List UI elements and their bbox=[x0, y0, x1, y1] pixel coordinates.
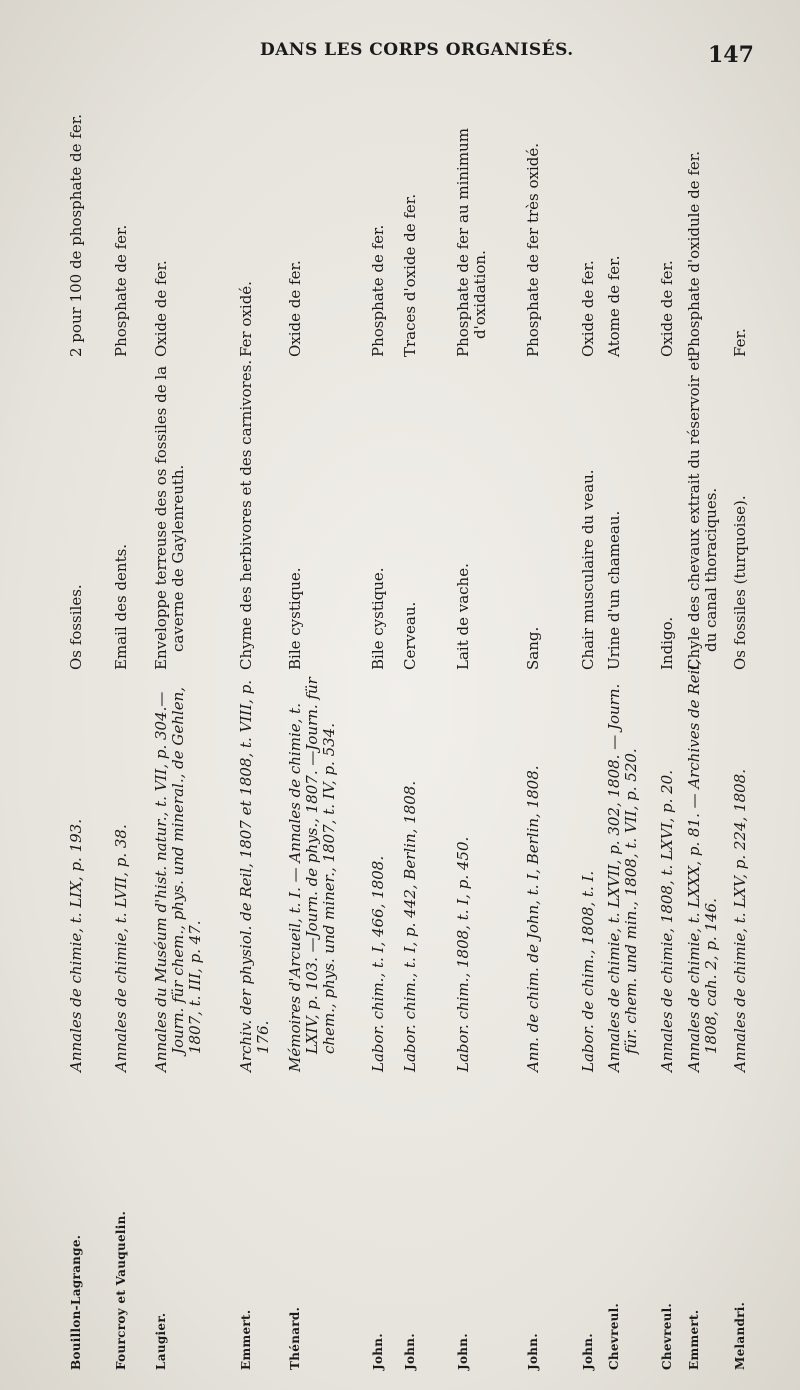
author-cell: Laugier. bbox=[154, 1312, 168, 1370]
material-cell: Os fossiles. bbox=[67, 584, 85, 670]
result-cell: Phosphate de fer. bbox=[369, 224, 387, 357]
author-cell: Emmert. bbox=[687, 1309, 701, 1370]
reference-cell: Mémoires d'Arcueil, t. I. — Annales de chimie, t. LXIV, p. 103. —Journ. de phys., 1807. —Journ. für chem., phys. und miner., 1807, t. IV, p. 534. bbox=[286, 677, 338, 1072]
material-cell: Email des dents. bbox=[112, 543, 130, 670]
author-cell: John. bbox=[526, 1333, 540, 1370]
material-cell: Lait de vache. bbox=[454, 563, 472, 670]
material-cell: Chyme des herbivores et des carnivores. bbox=[237, 359, 255, 670]
reference-cell: Annales de chimie, t. LXVII, p. 302, 1808. — Journ. für. chem. und min., 1808, t. VII, p. 520. bbox=[605, 683, 640, 1072]
author-cell: John. bbox=[456, 1333, 470, 1370]
reference-cell: Ann. de chim. de John, t. I, Berlin, 1808. bbox=[524, 765, 542, 1072]
author-cell: Thénard. bbox=[288, 1306, 302, 1370]
result-cell: Phosphate de fer au minimum d'oxidation. bbox=[454, 128, 489, 357]
reference-cell: Annales de chimie, t. LIX, p. 193. bbox=[67, 819, 85, 1072]
reference-cell: Labor. chim., t. I, 466, 1808. bbox=[369, 855, 387, 1072]
running-header: DANS LES CORPS ORGANISÉS. bbox=[260, 40, 574, 60]
material-cell: Sang. bbox=[524, 626, 542, 670]
reference-cell: Annales de chimie, t. LVII, p. 38. bbox=[112, 824, 130, 1072]
result-cell: Fer oxidé. bbox=[237, 281, 255, 357]
author-cell: Chevreul. bbox=[607, 1302, 621, 1370]
result-cell: Oxide de fer. bbox=[579, 260, 597, 357]
author-cell: Chevreul. bbox=[660, 1302, 674, 1370]
page-number: 147 bbox=[708, 42, 754, 68]
result-cell: Phosphate de fer. bbox=[112, 224, 130, 357]
reference-cell: Archiv. der physiol. de Reil, 1807 et 1808, t. VIII, p. 176. bbox=[237, 679, 272, 1072]
author-cell: Emmert. bbox=[239, 1309, 253, 1370]
author-cell: John. bbox=[581, 1333, 595, 1370]
material-cell: Urine d'un chameau. bbox=[605, 510, 623, 670]
result-cell: Oxide de fer. bbox=[152, 260, 170, 357]
reference-cell: Annales de chimie, 1808, t. LXVI, p. 20. bbox=[658, 770, 676, 1072]
reference-cell: Labor. chim., 1808, t. I, p. 450. bbox=[454, 836, 472, 1072]
reference-cell: Annales de chimie, t. LXV, p. 224, 1808. bbox=[731, 769, 749, 1072]
rotated-table bbox=[50, 70, 770, 1370]
result-cell: Traces d'oxide de fer. bbox=[401, 193, 419, 357]
result-cell: 2 pour 100 de phosphate de fer. bbox=[67, 113, 85, 357]
material-cell: Bile cystique. bbox=[286, 567, 304, 670]
material-cell: Chair musculaire du veau. bbox=[579, 469, 597, 670]
reference-cell: Annales du Muséum d'hist. natur., t. VII, p. 304.— Journ. für chem., phys. und mineral., de Gehlen, 1807, t. III, p. 47. bbox=[152, 687, 204, 1072]
material-cell: Chyle des chevaux extrait du réservoir et du canal thoraciques. bbox=[685, 355, 720, 670]
result-cell: Atome de fer. bbox=[605, 255, 623, 357]
reference-cell: Labor. chim., t. I, p. 442, Berlin, 1808. bbox=[401, 780, 419, 1072]
result-cell: Phosphate d'oxidule de fer. bbox=[685, 150, 703, 357]
material-cell: Enveloppe terreuse des os fossiles de la caverne de Gaylenreuth. bbox=[152, 365, 187, 670]
reference-cell: Annales de chimie, t. LXXX, p. 81. — Archives de Reil, 1808, cah. 2, p. 146. bbox=[685, 660, 720, 1072]
result-cell: Oxide de fer. bbox=[286, 260, 304, 357]
author-cell: John. bbox=[403, 1333, 417, 1370]
author-cell: Melandri. bbox=[733, 1301, 747, 1370]
reference-cell: Labor. de chim., 1808, t. I. bbox=[579, 870, 597, 1072]
material-cell: Indigo. bbox=[658, 616, 676, 670]
material-cell: Cerveau. bbox=[401, 601, 419, 670]
result-cell: Fer. bbox=[731, 328, 749, 357]
result-cell: Phosphate de fer très oxidé. bbox=[524, 142, 542, 357]
result-cell: Oxide de fer. bbox=[658, 260, 676, 357]
author-cell: Fourcroy et Vauquelin. bbox=[114, 1210, 128, 1370]
material-cell: Bile cystique. bbox=[369, 567, 387, 670]
author-cell: John. bbox=[371, 1333, 385, 1370]
material-cell: Os fossiles (turquoise). bbox=[731, 495, 749, 670]
author-cell: Bouillon-Lagrange. bbox=[69, 1234, 83, 1370]
